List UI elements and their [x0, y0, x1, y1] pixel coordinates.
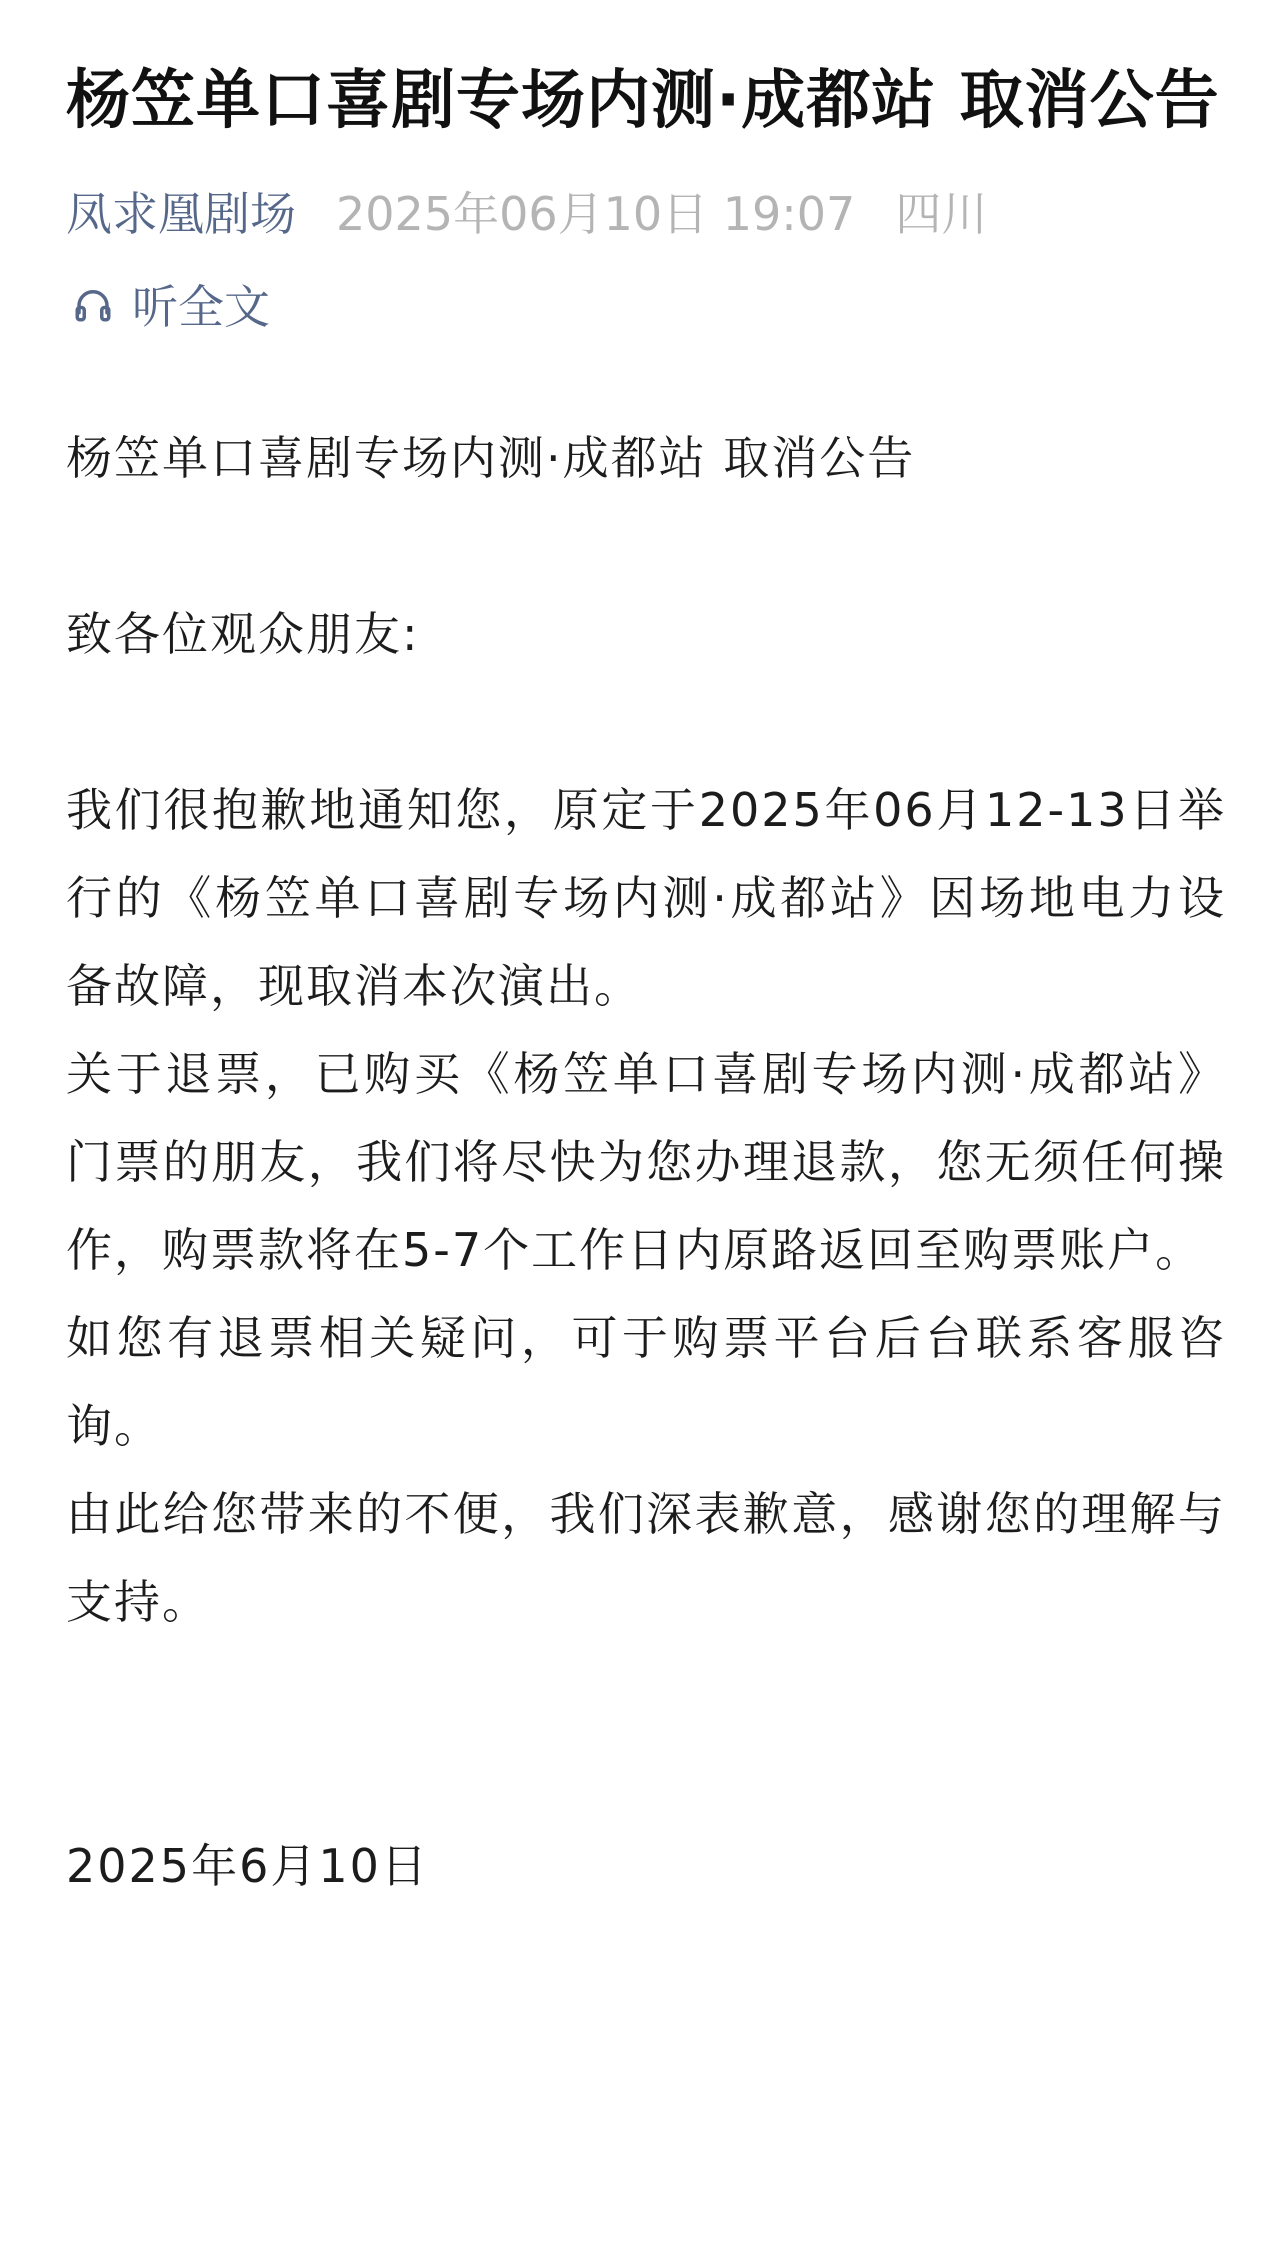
paragraph-cancellation: 我们很抱歉地通知您，原定于2025年06月12-13日举行的《杨笠单口喜剧专场内测·成都站》因场地电力设备故障，现取消本次演出。	[66, 783, 1226, 1013]
listen-full-text-button[interactable]	[66, 274, 1226, 334]
notice-date: 2025年6月10日	[66, 1839, 429, 1893]
paragraph-apology: 由此给您带来的不便，我们深表歉意，感谢您的理解与支持。	[66, 1487, 1226, 1629]
spacer	[66, 678, 1226, 766]
article-body	[66, 414, 1226, 1910]
paragraph-inquiry: 如您有退票相关疑问，可于购票平台后台联系客服咨询。	[66, 1311, 1226, 1453]
spacer	[66, 502, 1226, 590]
article-meta	[66, 184, 1226, 244]
spacer	[66, 1646, 1226, 1822]
paragraph-refund: 关于退票，已购买《杨笠单口喜剧专场内测·成都站》门票的朋友，我们将尽快为您办理退款，您无须任何操作，购票款将在5-7个工作日内原路返回至购票账户。	[66, 1047, 1226, 1277]
source-link[interactable]: 凤求凰剧场	[66, 187, 296, 241]
body-heading: 杨笠单口喜剧专场内测·成都站 取消公告	[66, 431, 916, 485]
headphones-icon	[72, 283, 114, 325]
listen-label: 听全文	[132, 280, 270, 334]
article	[66, 0, 1226, 1910]
greeting: 致各位观众朋友:	[66, 607, 420, 661]
publish-datetime: 2025年06月10日 19:07	[336, 187, 856, 241]
publish-region: 四川	[895, 187, 988, 241]
article-title: 杨笠单口喜剧专场内测·成都站 取消公告	[66, 64, 1220, 138]
